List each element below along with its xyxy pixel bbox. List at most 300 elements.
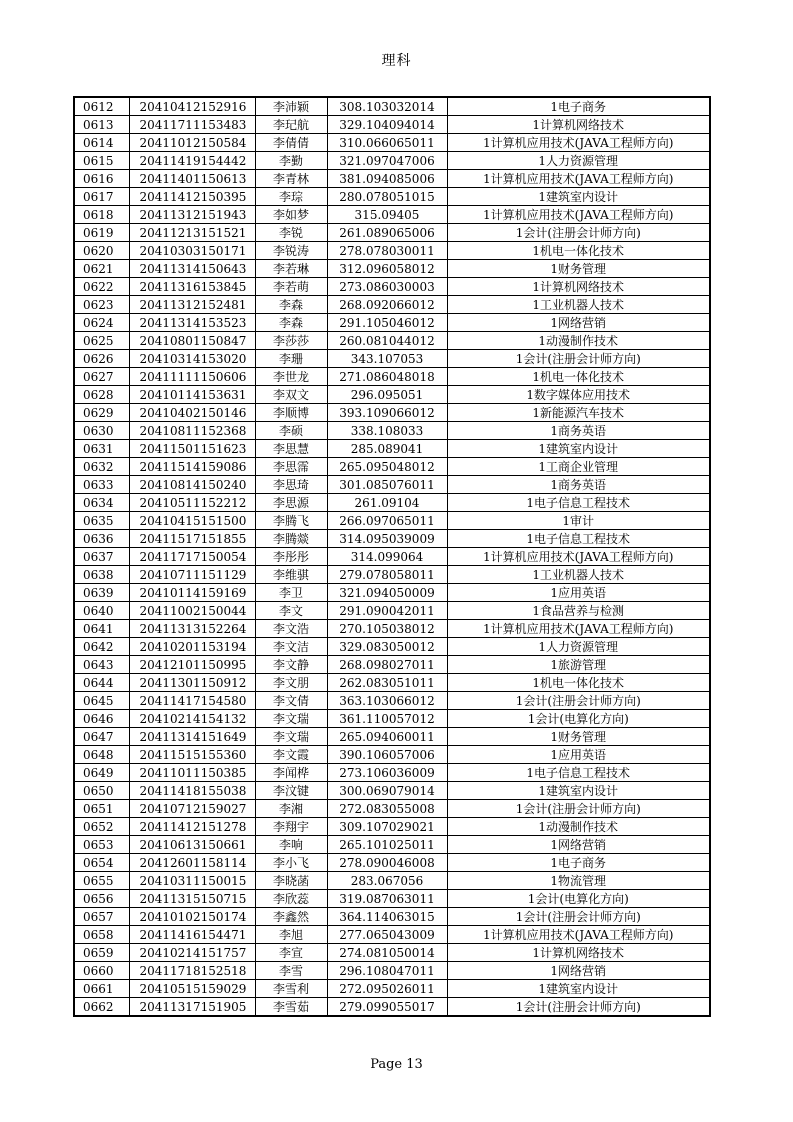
student-name-cell: 李锐涛: [255, 242, 327, 260]
row-number-cell: 0662: [74, 998, 129, 1017]
student-name-cell: 李卫: [255, 584, 327, 602]
table-row: [74, 854, 710, 872]
row-number-cell: 0631: [74, 440, 129, 458]
major-cell: 1电子商务: [447, 97, 710, 116]
score-cell: 278.078030011: [327, 242, 447, 260]
table-row: [74, 152, 710, 170]
score-cell: 312.096058012: [327, 260, 447, 278]
student-name-cell: 李文洁: [255, 638, 327, 656]
score-cell: 301.085076011: [327, 476, 447, 494]
major-cell: 1审计: [447, 512, 710, 530]
exam-id-cell: 20411111150606: [129, 368, 255, 386]
score-cell: 266.097065011: [327, 512, 447, 530]
student-name-cell: 李硕: [255, 422, 327, 440]
major-cell: 1物流管理: [447, 872, 710, 890]
major-cell: 1网络营销: [447, 836, 710, 854]
student-name-cell: 李如梦: [255, 206, 327, 224]
major-cell: 1人力资源管理: [447, 152, 710, 170]
exam-id-cell: 20411317151905: [129, 998, 255, 1017]
table-row: [74, 188, 710, 206]
table-row: [74, 260, 710, 278]
admission-table: [73, 96, 711, 1017]
major-cell: 1计算机应用技术(JAVA工程师方向): [447, 206, 710, 224]
table-row: [74, 638, 710, 656]
row-number-cell: 0630: [74, 422, 129, 440]
table-row: [74, 980, 710, 998]
student-name-cell: 李旭: [255, 926, 327, 944]
major-cell: 1计算机网络技术: [447, 944, 710, 962]
table-row: [74, 782, 710, 800]
student-name-cell: 李若萌: [255, 278, 327, 296]
score-cell: 272.083055008: [327, 800, 447, 818]
row-number-cell: 0639: [74, 584, 129, 602]
student-name-cell: 李双文: [255, 386, 327, 404]
row-number-cell: 0615: [74, 152, 129, 170]
score-cell: 278.090046008: [327, 854, 447, 872]
exam-id-cell: 20410114153631: [129, 386, 255, 404]
exam-id-cell: 20411711153483: [129, 116, 255, 134]
student-name-cell: 李晓菡: [255, 872, 327, 890]
table-row: [74, 242, 710, 260]
row-number-cell: 0661: [74, 980, 129, 998]
major-cell: 1建筑室内设计: [447, 188, 710, 206]
page-number: Page 13: [370, 1057, 423, 1072]
exam-id-cell: 20410214154132: [129, 710, 255, 728]
exam-id-cell: 20410303150171: [129, 242, 255, 260]
major-cell: 1电子信息工程技术: [447, 494, 710, 512]
score-cell: 291.090042011: [327, 602, 447, 620]
student-name-cell: 李文倩: [255, 692, 327, 710]
major-cell: 1会计(注册会计师方向): [447, 998, 710, 1017]
table-row: [74, 530, 710, 548]
exam-id-cell: 20411401150613: [129, 170, 255, 188]
student-name-cell: 李闻桦: [255, 764, 327, 782]
student-name-cell: 李文静: [255, 656, 327, 674]
major-cell: 1人力资源管理: [447, 638, 710, 656]
student-name-cell: 李莎莎: [255, 332, 327, 350]
major-cell: 1食品营养与检测: [447, 602, 710, 620]
row-number-cell: 0626: [74, 350, 129, 368]
score-cell: 329.083050012: [327, 638, 447, 656]
row-number-cell: 0647: [74, 728, 129, 746]
score-cell: 268.092066012: [327, 296, 447, 314]
row-number-cell: 0620: [74, 242, 129, 260]
exam-id-cell: 20410801150847: [129, 332, 255, 350]
exam-id-cell: 20411315150715: [129, 890, 255, 908]
major-cell: 1建筑室内设计: [447, 440, 710, 458]
score-cell: 314.095039009: [327, 530, 447, 548]
student-name-cell: 李思琦: [255, 476, 327, 494]
exam-id-cell: 20411416154471: [129, 926, 255, 944]
exam-id-cell: 20412101150995: [129, 656, 255, 674]
table-row: [74, 620, 710, 638]
major-cell: 1会计(注册会计师方向): [447, 908, 710, 926]
row-number-cell: 0658: [74, 926, 129, 944]
row-number-cell: 0659: [74, 944, 129, 962]
exam-id-cell: 20411718152518: [129, 962, 255, 980]
exam-id-cell: 20411412151278: [129, 818, 255, 836]
row-number-cell: 0622: [74, 278, 129, 296]
exam-id-cell: 20411514159086: [129, 458, 255, 476]
major-cell: 1计算机网络技术: [447, 278, 710, 296]
table-row: [74, 890, 710, 908]
table-row: [74, 548, 710, 566]
major-cell: 1工业机器人技术: [447, 296, 710, 314]
exam-id-cell: 20410402150146: [129, 404, 255, 422]
major-cell: 1会计(注册会计师方向): [447, 692, 710, 710]
table-row: [74, 656, 710, 674]
exam-id-cell: 20410613150661: [129, 836, 255, 854]
score-cell: 329.104094014: [327, 116, 447, 134]
table-row: [74, 836, 710, 854]
table-row: [74, 170, 710, 188]
student-name-cell: 李欣蕊: [255, 890, 327, 908]
exam-id-cell: 20411517151855: [129, 530, 255, 548]
student-name-cell: 李勤: [255, 152, 327, 170]
table-row: [74, 206, 710, 224]
student-name-cell: 李鑫然: [255, 908, 327, 926]
score-cell: 285.089041: [327, 440, 447, 458]
student-name-cell: 李顺博: [255, 404, 327, 422]
student-name-cell: 李玘航: [255, 116, 327, 134]
table-row: [74, 350, 710, 368]
major-cell: 1动漫制作技术: [447, 332, 710, 350]
exam-id-cell: 20410412152916: [129, 97, 255, 116]
row-number-cell: 0623: [74, 296, 129, 314]
table-row: [74, 602, 710, 620]
major-cell: 1网络营销: [447, 962, 710, 980]
student-name-cell: 李响: [255, 836, 327, 854]
row-number-cell: 0624: [74, 314, 129, 332]
major-cell: 1会计(注册会计师方向): [447, 224, 710, 242]
table-row: [74, 296, 710, 314]
row-number-cell: 0648: [74, 746, 129, 764]
exam-id-cell: 20410515159029: [129, 980, 255, 998]
table-row: [74, 314, 710, 332]
score-cell: 296.095051: [327, 386, 447, 404]
table-row: [74, 512, 710, 530]
exam-id-cell: 20411412150395: [129, 188, 255, 206]
exam-id-cell: 20411312152481: [129, 296, 255, 314]
score-cell: 265.101025011: [327, 836, 447, 854]
table-row: [74, 278, 710, 296]
row-number-cell: 0643: [74, 656, 129, 674]
exam-id-cell: 20411312151943: [129, 206, 255, 224]
row-number-cell: 0621: [74, 260, 129, 278]
table-row: [74, 566, 710, 584]
table-row: [74, 746, 710, 764]
major-cell: 1应用英语: [447, 746, 710, 764]
major-cell: 1电子信息工程技术: [447, 530, 710, 548]
table-row: [74, 584, 710, 602]
score-cell: 261.09104: [327, 494, 447, 512]
major-cell: 1财务管理: [447, 728, 710, 746]
score-cell: 315.09405: [327, 206, 447, 224]
major-cell: 1建筑室内设计: [447, 980, 710, 998]
exam-id-cell: 20411419154442: [129, 152, 255, 170]
table-row: [74, 368, 710, 386]
exam-id-cell: 20410314153020: [129, 350, 255, 368]
major-cell: 1会计(注册会计师方向): [447, 350, 710, 368]
score-cell: 271.086048018: [327, 368, 447, 386]
table-row: [74, 944, 710, 962]
row-number-cell: 0654: [74, 854, 129, 872]
score-cell: 291.105046012: [327, 314, 447, 332]
student-name-cell: 李沛颖: [255, 97, 327, 116]
table-row: [74, 908, 710, 926]
table-row: [74, 134, 710, 152]
row-number-cell: 0632: [74, 458, 129, 476]
row-number-cell: 0616: [74, 170, 129, 188]
student-name-cell: 李腾燚: [255, 530, 327, 548]
student-name-cell: 李文: [255, 602, 327, 620]
table-row: [74, 764, 710, 782]
exam-id-cell: 20410415151500: [129, 512, 255, 530]
major-cell: 1新能源汽车技术: [447, 404, 710, 422]
table-row: [74, 422, 710, 440]
student-name-cell: 李森: [255, 314, 327, 332]
exam-id-cell: 20410814150240: [129, 476, 255, 494]
student-name-cell: 李腾飞: [255, 512, 327, 530]
major-cell: 1电子商务: [447, 854, 710, 872]
major-cell: 1电子信息工程技术: [447, 764, 710, 782]
score-cell: 273.106036009: [327, 764, 447, 782]
score-cell: 270.105038012: [327, 620, 447, 638]
row-number-cell: 0636: [74, 530, 129, 548]
score-cell: 309.107029021: [327, 818, 447, 836]
table-row: [74, 728, 710, 746]
score-cell: 338.108033: [327, 422, 447, 440]
exam-id-cell: 20410311150015: [129, 872, 255, 890]
row-number-cell: 0612: [74, 97, 129, 116]
score-cell: 280.078051015: [327, 188, 447, 206]
student-name-cell: 李思慧: [255, 440, 327, 458]
score-cell: 272.095026011: [327, 980, 447, 998]
student-name-cell: 李汶键: [255, 782, 327, 800]
major-cell: 1计算机应用技术(JAVA工程师方向): [447, 134, 710, 152]
major-cell: 1机电一体化技术: [447, 368, 710, 386]
table-row: [74, 116, 710, 134]
student-name-cell: 李维骐: [255, 566, 327, 584]
student-name-cell: 李文瑞: [255, 728, 327, 746]
exam-id-cell: 20411717150054: [129, 548, 255, 566]
table-row: [74, 998, 710, 1017]
table-row: [74, 386, 710, 404]
score-cell: 279.078058011: [327, 566, 447, 584]
exam-id-cell: 20411011150385: [129, 764, 255, 782]
row-number-cell: 0633: [74, 476, 129, 494]
score-cell: 343.107053: [327, 350, 447, 368]
exam-id-cell: 20411316153845: [129, 278, 255, 296]
score-cell: 261.089065006: [327, 224, 447, 242]
score-cell: 381.094085006: [327, 170, 447, 188]
major-cell: 1工商企业管理: [447, 458, 710, 476]
student-name-cell: 李宣: [255, 944, 327, 962]
row-number-cell: 0651: [74, 800, 129, 818]
student-name-cell: 李世龙: [255, 368, 327, 386]
table-row: [74, 800, 710, 818]
score-cell: 393.109066012: [327, 404, 447, 422]
table-row: [74, 962, 710, 980]
student-name-cell: 李雪: [255, 962, 327, 980]
major-cell: 1计算机网络技术: [447, 116, 710, 134]
major-cell: 1动漫制作技术: [447, 818, 710, 836]
row-number-cell: 0655: [74, 872, 129, 890]
major-cell: 1机电一体化技术: [447, 242, 710, 260]
major-cell: 1计算机应用技术(JAVA工程师方向): [447, 170, 710, 188]
exam-id-cell: 20410811152368: [129, 422, 255, 440]
student-name-cell: 李彤彤: [255, 548, 327, 566]
score-cell: 321.094050009: [327, 584, 447, 602]
major-cell: 1机电一体化技术: [447, 674, 710, 692]
exam-id-cell: 20411012150584: [129, 134, 255, 152]
score-cell: 363.103066012: [327, 692, 447, 710]
score-cell: 319.087063011: [327, 890, 447, 908]
student-name-cell: 李珊: [255, 350, 327, 368]
exam-id-cell: 20411314150643: [129, 260, 255, 278]
exam-id-cell: 20411313152264: [129, 620, 255, 638]
exam-id-cell: 20411417154580: [129, 692, 255, 710]
row-number-cell: 0613: [74, 116, 129, 134]
major-cell: 1工业机器人技术: [447, 566, 710, 584]
major-cell: 1计算机应用技术(JAVA工程师方向): [447, 548, 710, 566]
score-cell: 310.066065011: [327, 134, 447, 152]
table-row: [74, 332, 710, 350]
table-row: [74, 818, 710, 836]
student-name-cell: 李森: [255, 296, 327, 314]
score-cell: 364.114063015: [327, 908, 447, 926]
row-number-cell: 0638: [74, 566, 129, 584]
row-number-cell: 0625: [74, 332, 129, 350]
score-cell: 296.108047011: [327, 962, 447, 980]
student-name-cell: 李湘: [255, 800, 327, 818]
score-cell: 321.097047006: [327, 152, 447, 170]
major-cell: 1会计(电算化方向): [447, 890, 710, 908]
row-number-cell: 0641: [74, 620, 129, 638]
score-cell: 265.095048012: [327, 458, 447, 476]
table-row: [74, 872, 710, 890]
score-cell: 279.099055017: [327, 998, 447, 1017]
row-number-cell: 0619: [74, 224, 129, 242]
exam-id-cell: 20412601158114: [129, 854, 255, 872]
exam-id-cell: 20410102150174: [129, 908, 255, 926]
student-name-cell: 李文浩: [255, 620, 327, 638]
major-cell: 1建筑室内设计: [447, 782, 710, 800]
row-number-cell: 0618: [74, 206, 129, 224]
exam-id-cell: 20411213151521: [129, 224, 255, 242]
score-cell: 268.098027011: [327, 656, 447, 674]
exam-id-cell: 20410114159169: [129, 584, 255, 602]
row-number-cell: 0627: [74, 368, 129, 386]
row-number-cell: 0657: [74, 908, 129, 926]
major-cell: 1商务英语: [447, 476, 710, 494]
major-cell: 1会计(电算化方向): [447, 710, 710, 728]
table-row: [74, 710, 710, 728]
exam-id-cell: 20410712159027: [129, 800, 255, 818]
student-name-cell: 李思霈: [255, 458, 327, 476]
exam-id-cell: 20411418155038: [129, 782, 255, 800]
major-cell: 1会计(注册会计师方向): [447, 800, 710, 818]
exam-id-cell: 20410711151129: [129, 566, 255, 584]
row-number-cell: 0634: [74, 494, 129, 512]
score-cell: 361.110057012: [327, 710, 447, 728]
score-cell: 273.086030003: [327, 278, 447, 296]
row-number-cell: 0637: [74, 548, 129, 566]
table-row: [74, 926, 710, 944]
table-row: [74, 97, 710, 116]
student-name-cell: 李青林: [255, 170, 327, 188]
row-number-cell: 0660: [74, 962, 129, 980]
row-number-cell: 0653: [74, 836, 129, 854]
student-name-cell: 李文霞: [255, 746, 327, 764]
table-row: [74, 494, 710, 512]
exam-id-cell: 20411314151649: [129, 728, 255, 746]
score-cell: 277.065043009: [327, 926, 447, 944]
row-number-cell: 0650: [74, 782, 129, 800]
major-cell: 1应用英语: [447, 584, 710, 602]
major-cell: 1财务管理: [447, 260, 710, 278]
table-body: [74, 97, 710, 1016]
student-name-cell: 李文瑞: [255, 710, 327, 728]
exam-id-cell: 20411314153523: [129, 314, 255, 332]
major-cell: 1旅游管理: [447, 656, 710, 674]
table-row: [74, 224, 710, 242]
row-number-cell: 0642: [74, 638, 129, 656]
score-cell: 283.067056: [327, 872, 447, 890]
row-number-cell: 0649: [74, 764, 129, 782]
student-name-cell: 李翔宇: [255, 818, 327, 836]
table-row: [74, 440, 710, 458]
exam-id-cell: 20410201153194: [129, 638, 255, 656]
student-name-cell: 李小飞: [255, 854, 327, 872]
student-name-cell: 李锐: [255, 224, 327, 242]
table-row: [74, 458, 710, 476]
score-cell: 260.081044012: [327, 332, 447, 350]
student-name-cell: 李琮: [255, 188, 327, 206]
score-cell: 265.094060011: [327, 728, 447, 746]
exam-id-cell: 20411515155360: [129, 746, 255, 764]
score-cell: 390.106057006: [327, 746, 447, 764]
student-name-cell: 李文朋: [255, 674, 327, 692]
exam-id-cell: 20410511152212: [129, 494, 255, 512]
table-row: [74, 404, 710, 422]
row-number-cell: 0656: [74, 890, 129, 908]
exam-id-cell: 20410214151757: [129, 944, 255, 962]
row-number-cell: 0614: [74, 134, 129, 152]
major-cell: 1计算机应用技术(JAVA工程师方向): [447, 926, 710, 944]
exam-id-cell: 20411301150912: [129, 674, 255, 692]
page-title: 理科: [381, 53, 412, 69]
exam-id-cell: 20411501151623: [129, 440, 255, 458]
student-name-cell: 李雪茹: [255, 998, 327, 1017]
major-cell: 1网络营销: [447, 314, 710, 332]
score-cell: 274.081050014: [327, 944, 447, 962]
student-name-cell: 李倩倩: [255, 134, 327, 152]
row-number-cell: 0644: [74, 674, 129, 692]
row-number-cell: 0635: [74, 512, 129, 530]
major-cell: 1计算机应用技术(JAVA工程师方向): [447, 620, 710, 638]
row-number-cell: 0617: [74, 188, 129, 206]
score-cell: 262.083051011: [327, 674, 447, 692]
row-number-cell: 0628: [74, 386, 129, 404]
score-cell: 300.069079014: [327, 782, 447, 800]
row-number-cell: 0629: [74, 404, 129, 422]
score-cell: 314.099064: [327, 548, 447, 566]
table-row: [74, 692, 710, 710]
row-number-cell: 0645: [74, 692, 129, 710]
student-name-cell: 李雪利: [255, 980, 327, 998]
major-cell: 1数字媒体应用技术: [447, 386, 710, 404]
